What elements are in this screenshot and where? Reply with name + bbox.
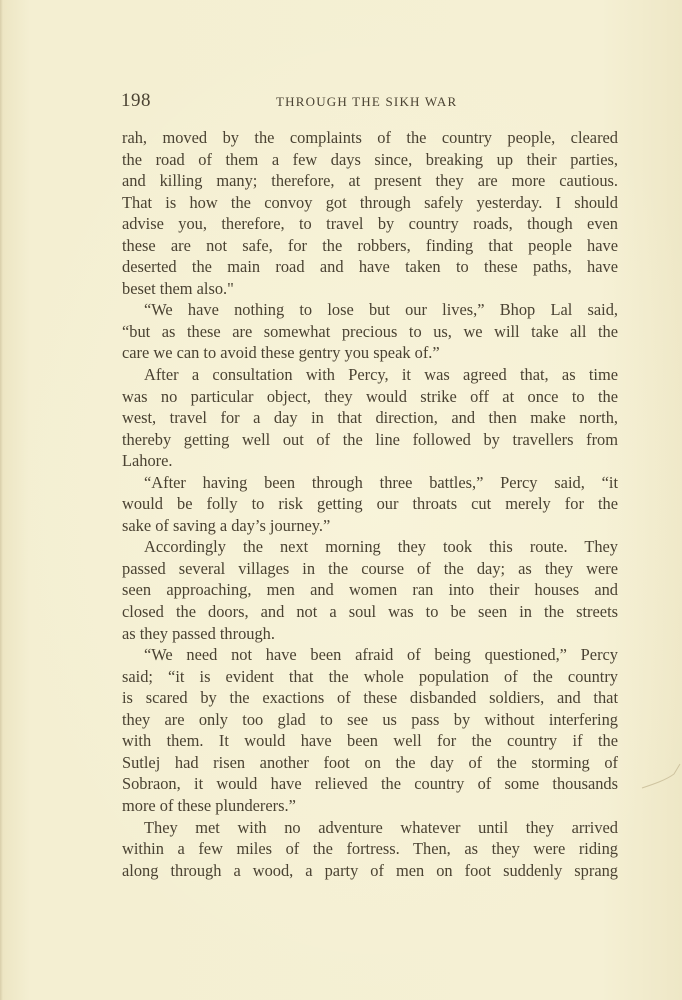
text-line: more of these plunderers.” bbox=[122, 795, 296, 815]
text-line: was no particular object, they would strike off at once to the bbox=[122, 386, 618, 406]
text-line: sake of saving a day’s journey.” bbox=[122, 515, 331, 535]
text-line: and killing many; therefore, at present they are more cautious. bbox=[122, 171, 618, 191]
text-line: closed the doors, and not a soul was to be seen in the streets bbox=[122, 602, 618, 622]
pencil-mark-icon bbox=[640, 762, 682, 792]
text-line: they are only too glad to see us pass by without interfering bbox=[122, 709, 618, 729]
text-line: beset them also." bbox=[122, 278, 234, 298]
text-line: west, travel for a day in that direction, and then make north, bbox=[122, 408, 618, 428]
page-number: 198 bbox=[121, 90, 151, 111]
text-line: thereby getting well out of the line followed by travellers from bbox=[122, 429, 618, 449]
text-line: as they passed through. bbox=[122, 623, 275, 643]
text-line: deserted the main road and have taken to these paths, have bbox=[122, 257, 618, 277]
text-line: “We have nothing to lose but our lives,” Bhop Lal said, bbox=[144, 300, 618, 320]
text-line: is scared by the exactions of these disbanded soldiers, and that bbox=[122, 688, 618, 708]
body-text bbox=[122, 127, 618, 881]
text-line: They met with no adventure whatever until they arrived bbox=[144, 817, 618, 837]
text-line: Accordingly the next morning they took this route. They bbox=[144, 537, 618, 557]
text-line: Sutlej had risen another foot on the day of the storming of bbox=[122, 752, 618, 772]
text-line: passed several villages in the course of the day; as they were bbox=[122, 558, 618, 578]
text-line: rah, moved by the complaints of the country people, cleared bbox=[122, 128, 618, 147]
text-line: would be folly to risk getting our throats cut merely for the bbox=[122, 494, 618, 514]
text-line: these are not safe, for the robbers, finding that people have bbox=[122, 235, 618, 255]
text-line: with them. It would have been well for the country if the bbox=[122, 731, 618, 751]
text-line: After a consultation with Percy, it was agreed that, as time bbox=[144, 365, 618, 385]
text-line: That is how the convoy got through safely yesterday. I should bbox=[122, 192, 618, 212]
text-line: Sobraon, it would have relieved the country of some thousands bbox=[122, 774, 618, 794]
text-line: “After having been through three battles,” Percy said, “it bbox=[144, 472, 618, 492]
running-title: THROUGH THE SIKH WAR bbox=[276, 94, 458, 109]
page-edge-shadow bbox=[0, 0, 3, 1000]
page-header bbox=[121, 90, 618, 114]
text-line: advise you, therefore, to travel by country roads, though even bbox=[122, 214, 618, 234]
text-line: “but as these are somewhat precious to us, we will take all the bbox=[122, 321, 618, 341]
text-line: along through a wood, a party of men on foot suddenly sprang bbox=[122, 860, 618, 880]
text-line: within a few miles of the fortress. Then, as they were riding bbox=[122, 839, 618, 859]
text-line: “We need not have been afraid of being questioned,” Percy bbox=[144, 645, 618, 665]
text-line: Lahore. bbox=[122, 451, 173, 471]
text-line: said; “it is evident that the whole population of the country bbox=[122, 666, 618, 686]
text-line: care we can to avoid these gentry you speak of.” bbox=[122, 343, 440, 363]
text-line: seen approaching, men and women ran into their houses and bbox=[122, 580, 618, 600]
text-line: the road of them a few days since, breaking up their parties, bbox=[122, 149, 618, 169]
